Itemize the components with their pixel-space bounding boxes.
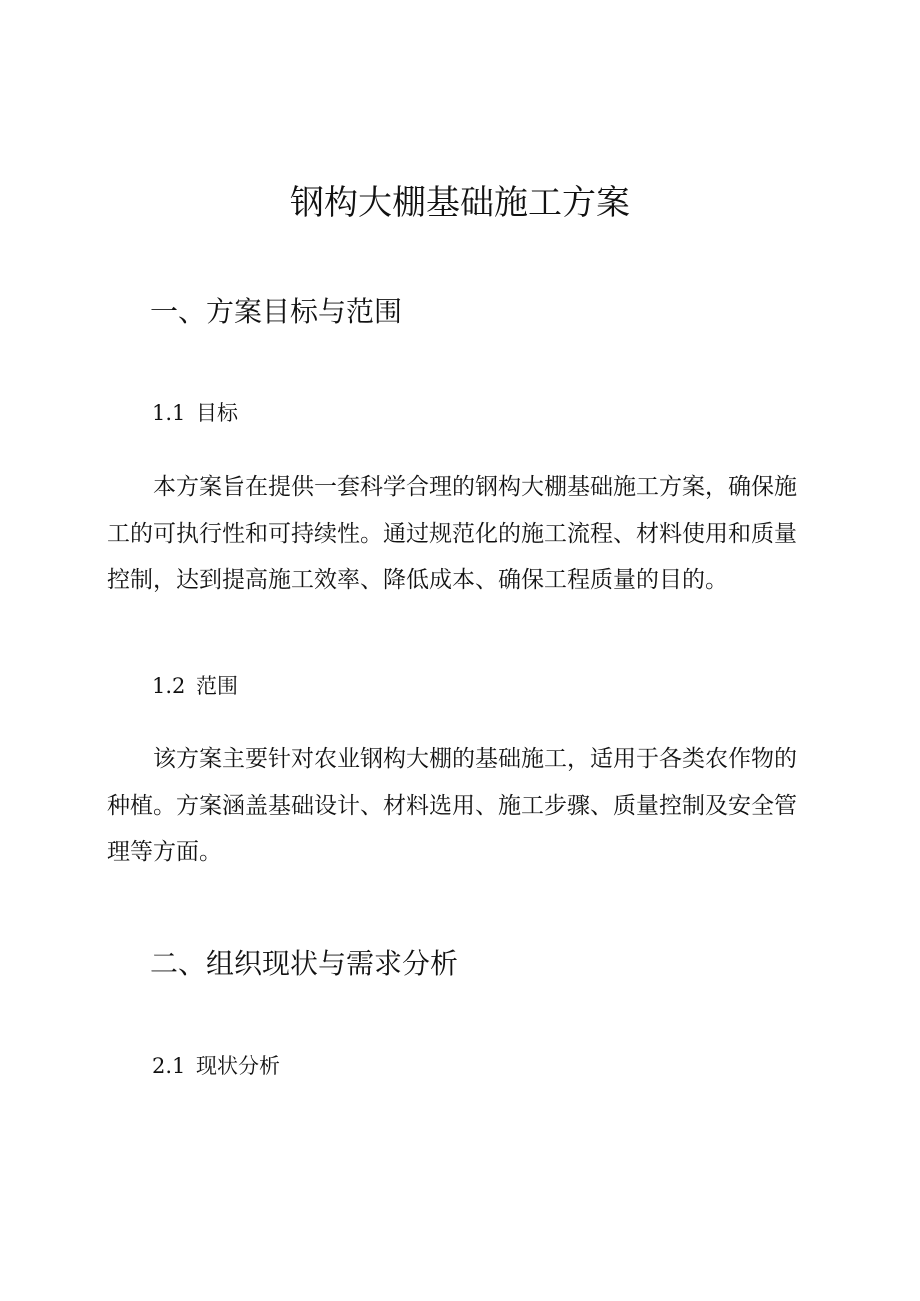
- paragraph-line: 理等方面。: [107, 839, 222, 865]
- paragraph-line: 种植。方案涵盖基础设计、材料选用、施工步骤、质量控制及安全管: [107, 792, 797, 819]
- subsection-heading-1-2: [152, 671, 238, 701]
- paragraph-line: 工的可执行性和可持续性。通过规范化的施工流程、材料使用和质量: [107, 520, 797, 547]
- subsection-heading-2-1: [152, 1051, 280, 1081]
- subsection-number: 2.1: [152, 1054, 186, 1078]
- subsection-title: 现状分析: [196, 1054, 280, 1078]
- subsection-title: 目标: [196, 401, 238, 425]
- subsection-number: 1.1: [152, 401, 186, 425]
- paragraph-line: 控制，达到提高施工效率、降低成本、确保工程质量的目的。: [107, 567, 728, 593]
- subsection-title: 范围: [196, 674, 238, 698]
- paragraph-goal: [107, 464, 807, 604]
- paragraph-line: 本方案旨在提供一套科学合理的钢构大棚基础施工方案，确保施: [153, 474, 797, 500]
- paragraph-line: 该方案主要针对农业钢构大棚的基础施工，适用于各类农作物的: [153, 746, 797, 772]
- paragraph-scope: [107, 736, 807, 876]
- document-title: 钢构大棚基础施工方案: [290, 183, 630, 223]
- section-heading-1: 一、方案目标与范围: [150, 295, 403, 328]
- subsection-heading-1-1: [152, 398, 238, 428]
- section-heading-2: 二、组织现状与需求分析: [150, 947, 459, 980]
- subsection-number: 1.2: [152, 674, 186, 698]
